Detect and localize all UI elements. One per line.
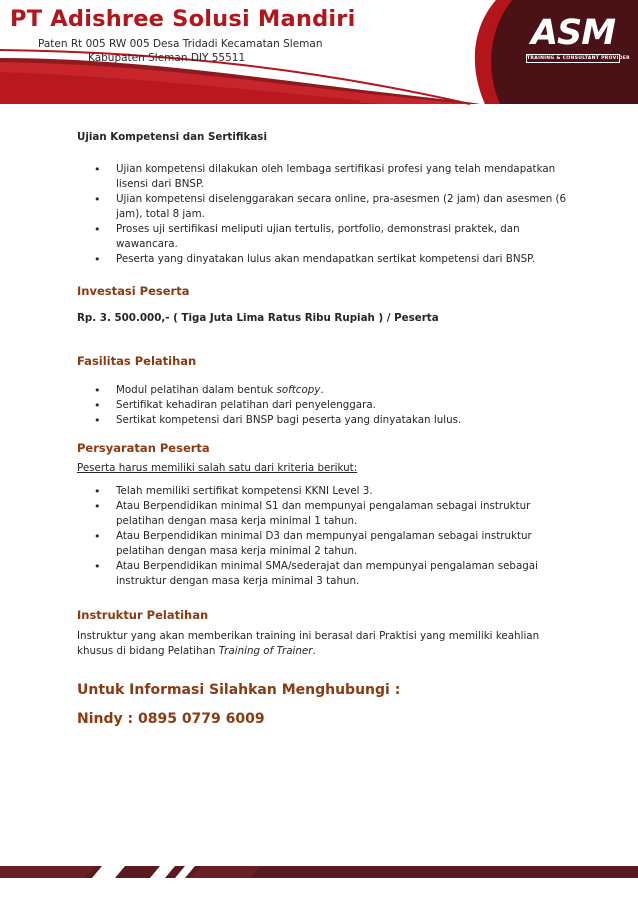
list-item: • Ujian kompetensi dilakukan oleh lembaga sertifikasi profesi yang telah mendapatkan lisensi dari BNSP. (116, 162, 567, 192)
persyaratan-title: Persyaratan Peserta (77, 441, 210, 455)
contact-heading: Untuk Informasi Silahkan Menghubungi : (77, 682, 401, 698)
persyaratan-list (77, 484, 567, 589)
fasilitas-item-1-end: . (320, 384, 324, 396)
list-item (116, 383, 567, 398)
list-item: • Ujian kompetensi diselenggarakan secara online, pra-asesmen (2 jam) dan asesmen (6 jam), total 8 jam. (116, 192, 567, 222)
instruktur-text (77, 629, 567, 659)
persyaratan-intro: Peserta harus memiliki salah satu dari kriteria berikut: (77, 462, 358, 474)
list-item: • Sertifikat kehadiran pelatihan dari penyelenggara. (116, 398, 567, 413)
address-line-1: Paten Rt 005 RW 005 Desa Tridadi Kecamatan Sleman (38, 38, 323, 50)
logo-tagline: TRAINING & CONSULTANT PROVIDER (527, 56, 630, 61)
footer-stripe-graphic (0, 864, 638, 880)
list-item: • Sertikat kompetensi dari BNSP bagi peserta yang dinyatakan lulus. (116, 413, 567, 428)
list-item: • Peserta yang dinyatakan lulus akan mendapatkan sertikat kompetensi dari BNSP. (116, 252, 567, 267)
list-item: • Atau Berpendidikan minimal S1 dan mempunyai pengalaman sebagai instruktur pelatihan dengan masa kerja minimal 1 tahun. (116, 499, 567, 529)
fasilitas-title: Fasilitas Pelatihan (77, 354, 197, 368)
list-item: • Atau Berpendidikan minimal D3 dan mempunyai pengalaman sebagai instruktur pelatihan dengan masa kerja minimal 2 tahun. (116, 529, 567, 559)
instruktur-title: Instruktur Pelatihan (77, 608, 209, 622)
ujian-title: Ujian Kompetensi dan Sertifikasi (77, 131, 267, 143)
list-item: • Atau Berpendidikan minimal SMA/sederajat dan mempunyai pengalaman sebagai instruktur dengan masa kerja minimal 3 tahun. (116, 559, 567, 589)
logo-mark: ASM (530, 13, 616, 53)
instruktur-text-end: . (312, 645, 316, 657)
fasilitas-list (77, 383, 567, 428)
list-item: • Telah memiliki sertifikat kompetensi KKNI Level 3. (116, 484, 567, 499)
company-logo (526, 13, 630, 63)
address-line-2: Kabupaten Sleman DIY 55511 (88, 52, 246, 64)
fasilitas-item-1-italic: softcopy (276, 384, 321, 396)
document-body (77, 130, 567, 729)
price-text: Rp. 3. 500.000,- ( Tiga Juta Lima Ratus Ribu Rupiah ) / Peserta (77, 312, 439, 324)
letterhead-header (0, 0, 638, 108)
instruktur-text-italic: Training of Trainer (218, 645, 313, 657)
company-name: PT Adishree Solusi Mandiri (10, 6, 356, 32)
fasilitas-item-1-text: Modul pelatihan dalam bentuk (116, 384, 277, 396)
contact-person: Nindy : 0895 0779 6009 (77, 711, 265, 727)
ujian-list (77, 162, 567, 267)
list-item: • Proses uji sertifikasi meliputi ujian tertulis, portfolio, demonstrasi praktek, dan wawancara. (116, 222, 567, 252)
investasi-title: Investasi Peserta (77, 284, 190, 298)
instruktur-text-main: Instruktur yang akan memberikan training ini berasal dari Praktisi yang memiliki keahlian khusus di bidang Pelatihan (77, 630, 540, 657)
